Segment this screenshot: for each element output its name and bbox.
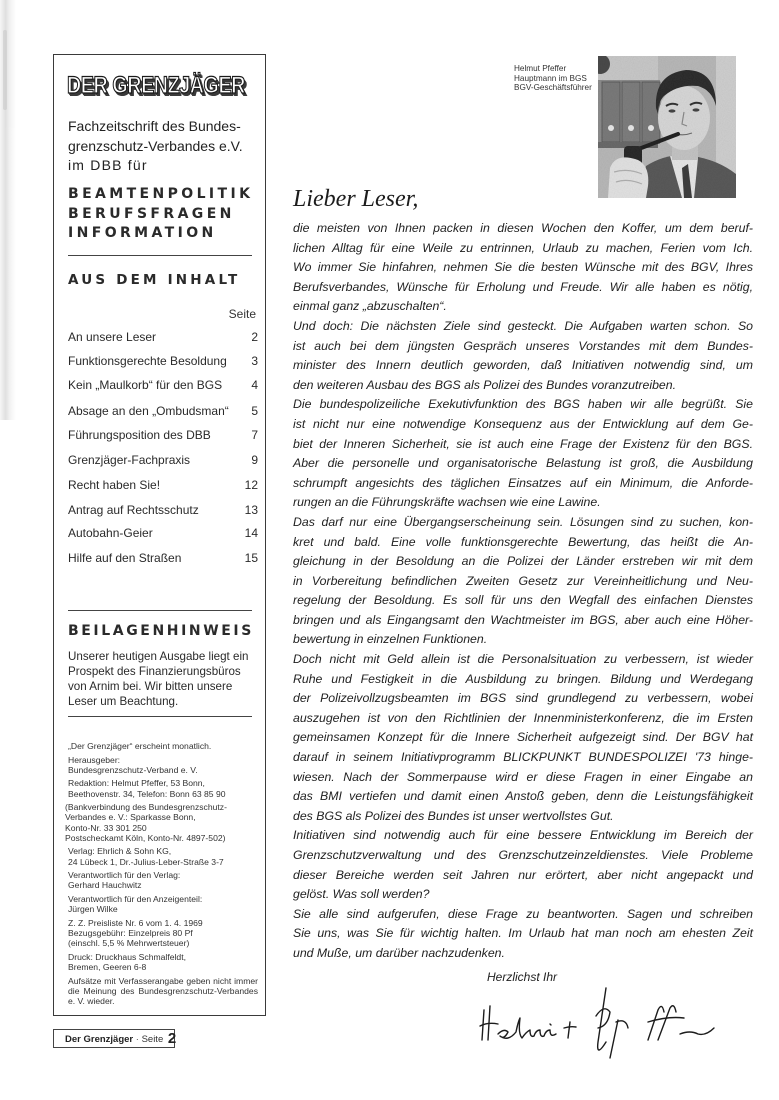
imprint-press: Verlag: Ehrlich & Sohn KG, [68,846,172,857]
toc-item-page: 9 [251,453,258,467]
letter-line: bringen und als Eingangsamt den Wachtmeister im BGS, aber auch eine Höher- [293,612,753,627]
masthead-logo [67,72,253,100]
imprint-print: Druck: Druckhaus Schmalfeldt, [68,951,186,962]
toc-item-page: 15 [244,551,258,565]
imprint [65,741,258,1010]
tagline-line: im DBB für [68,157,148,173]
imprint-print: Bremen, Geeren 6-8 [68,961,147,972]
topic-item: BERUFSFRAGEN [68,205,235,222]
imprint-publisher-label: Herausgeber: [68,754,121,765]
letter-line: die meisten von Ihnen packen in diesen Wochen den Koffer, um dem beruf- [293,221,753,235]
letter-line: Aber die personelle und organisatorische Belastung ist groß, die Ausbildung [293,456,753,471]
letter-line: Grenzschutzverwaltung und des Grenzschutzeinzeldienstes. Viele Probleme [293,848,753,862]
toc-item[interactable] [68,478,258,494]
footer-page-number: 2 [167,1030,177,1047]
letter-line: biet der Inneren Sicherheit, sie ist auch eine Frage der Existenz für den BGS. [293,436,753,451]
footer-page-word: Seite [141,1034,164,1045]
toc-item-title: Kein „Maulkorb“ für den BGS [68,378,223,392]
letter-line: das BMI vertiefen und damit einen Anstoß geben, denn die Leistungsfähigkeit [293,789,753,804]
toc-item-title: Führungsposition des DBB [68,428,211,442]
imprint-frequency: „Der Grenzjäger“ erscheint monatlich. [68,741,212,751]
imprint-bank: (Bankverbindung des Bundesgrenzschutz- [65,802,227,813]
toc-item[interactable] [68,404,258,420]
letter-body [293,219,753,964]
letter-line: darauf in seinem Initiativprogramm BLICKPUNKT BUNDESPOLIZEI '73 hinge- [293,750,753,765]
divider [68,716,252,717]
toc-item-page: 2 [251,330,258,344]
letter-line: Die bundespolizeiliche Exekutivfunktion des BGS haben wir alle begrüßt. Sie [293,397,753,412]
letter-salutation: Lieber Leser, [293,186,419,212]
portrait-illustration-icon [598,56,736,198]
imprint-resp-ads-label: Verantwortlich für den Anzeigenteil: [68,893,203,904]
topic-item: INFORMATION [68,225,217,241]
letter-line: und Muße, um darüber nachzudenken. [293,945,505,960]
letter-line: den weiteren Ausbau des BGS als Polizei des Bundes voranzutreiben. [293,377,677,392]
letter-line: minister des Innern deutlich geworden, daß Initiativen notwendig sind, um [293,358,753,373]
insert-notice-line: Prospekt des Finanzierungsbüros [68,665,241,678]
letter-line: wiesen. Nach der Sommerpause wird er diese Fragen in einer Eingabe an [293,769,753,784]
letter-line: Berufsverbandes, Wünsche für Erholung und Freude. Wir alle haben es nötig, [293,279,753,294]
letter-line: dieser Bereiche werden seit Jahren nur erörtert, aber nicht angepackt und [293,867,753,882]
toc-item[interactable] [68,428,258,444]
imprint-bank: Postscheckamt Köln, Konto-Nr. 4897-502) [65,832,226,843]
toc-item[interactable] [68,453,258,469]
letter-line: des BGS als Polizei des Bundes ist unser wertvollstes Gut. [293,808,614,823]
letter-line: Sie alle sind aufgerufen, diese Frage zu beantworten. Sagen und schreiben [293,906,753,921]
letter-line: der Polizeivollzugsbeamten im BGS sind grundlegend zu verbessern, wobei [293,691,753,706]
imprint-price: (einschl. 5,5 % Mehrwertsteuer) [68,938,190,949]
letter-line: Doch nicht mit Geld allein ist die Personalsituation zu verbessern, ist wieder [293,652,753,667]
toc-item[interactable] [68,503,258,519]
imprint-resp-publisher: Gerhard Hauchwitz [68,880,142,891]
toc-item-page: 14 [244,526,258,540]
letter-line: Wo immer Sie hinfahren, nehmen Sie die besten Wünsche mit des BGV, Ihres [293,260,753,275]
masthead-title: DER GRENZJÄGER [67,72,245,99]
letter-line: schrumpft angesichts des täglichen Einsatzes auf ein Minimum, die Anforde- [293,475,753,490]
letter-line: Das darf nur eine Übergangserscheinung sein. Lösungen sind zu suchen, kon- [293,514,753,529]
author-portrait-photo [598,56,736,198]
topic-item: BEAMTENPOLITIK [68,186,254,202]
insert-notice-heading: BEILAGENHINWEIS [68,623,254,639]
toc-item-title: Hilfe auf den Straßen [68,551,182,565]
toc-item-title: Antrag auf Rechtsschutz [68,503,199,517]
insert-notice-line: Unserer heutigen Ausgabe liegt ein [68,650,249,663]
letter-line: ist nicht nur eine notwendige Konsequenz aus der Entwicklung auf dem Ge- [293,416,753,431]
signature-icon [478,982,778,1062]
insert-notice-line: Leser um Beachtung. [68,695,179,708]
toc-item-page: 12 [244,478,258,492]
sidebar-box [53,54,266,1016]
imprint-publisher: Bundesgrenzschutz-Verband e. V. [68,764,198,775]
publication-tagline [68,117,258,176]
letter-line: Ruhe und Festigkeit in die Ausbildung zu bringen. Bildung und Werdegang [293,671,753,686]
toc-item[interactable] [68,354,258,370]
topic-list [68,185,264,244]
letter-line: lichen Alltag für eine Weile zu entrinnen, Urlaub zu machen, Ferien vom Ich. [293,240,753,255]
toc-item[interactable] [68,378,258,394]
toc-item-title: Absage an den „Ombudsman“ [68,404,229,418]
toc-item-title: Grenzjäger-Fachpraxis [68,453,191,467]
toc-item[interactable] [68,551,258,567]
toc-item-page: 3 [251,354,258,368]
page-footer-tab [53,1029,175,1048]
imprint-bank: Konto-Nr. 33 301 250 [65,822,147,833]
imprint-press: 24 Lübeck 1, Dr.-Julius-Leber-Straße 3-7 [68,856,224,867]
toc-item-page: 13 [244,503,258,517]
letter-closing: Herzlichst Ihr [487,970,558,984]
imprint-price: Bezugsgebühr: Einzelpreis 80 Pf [68,927,193,938]
imprint-resp-ads: Jürgen Wilke [68,904,118,915]
footer-publication: Der Grenzjäger [65,1034,134,1045]
letter-line: Initiativen sind notwendig auch für eine bessere Entwicklung im Bereich der [293,828,753,843]
letter-line: Sie uns, was Sie für wichtig halten. Im Urlaub hat man noch am ehesten Zeit [293,926,753,941]
contents-heading: AUS DEM INHALT [68,272,241,288]
tagline-line: Fachzeitschrift des Bundes- [68,118,241,134]
toc-item[interactable] [68,330,258,346]
letter-line: gleichung in der Besoldung an die Polizei der Länder erstreben wir mit dem [293,554,753,569]
letter-line: bewertung in einzelnen Funktionen. [293,632,488,647]
letter-line: einmal ganz „abzuschalten“. [293,299,447,314]
tagline-line: grenzschutz-Verbandes e.V. [68,137,243,154]
toc-item-title: Funktionsgerechte Besoldung [68,354,227,368]
letter-line: gelöst. Was soll werden? [293,887,430,902]
toc-item-title: Autobahn-Geier [68,526,153,540]
letter-line: kret und bald. Eine volle funktionsgerechte Bewertung, das heißt die An- [293,534,753,549]
caption-line: Helmut Pfeffer [514,64,567,73]
insert-notice-text [68,649,260,709]
imprint-editorial: Beethovenstr. 34, Telefon: Bonn 63 85 90 [68,788,226,799]
insert-notice-line: von Arnim bei. Wir bitten unsere [68,680,233,693]
imprint-disclaimer: Aufsätze mit Verfasserangabe geben nicht immer die Meinung des Bundesgrenzschutz-Verbandes e. V. wieder. [68,975,258,1006]
toc-item-title: An unsere Leser [68,330,157,344]
imprint-bank: Verbandes e. V.: Sparkasse Bonn, [65,812,196,823]
photo-caption [514,64,602,93]
contents-page-column-label: Seite [228,307,256,321]
toc-item-page: 7 [251,428,258,442]
letter-line: ist auch bei dem jüngsten Gespräch unseres Vorstandes mit dem Bundes- [293,338,753,353]
letter-line: gemeinsamen Konzept für die Innere Sicherheit aufgezeigt sind. Der BGV hat [293,730,753,745]
handwritten-signature [478,982,778,1062]
divider [68,610,252,611]
divider [68,255,252,256]
toc-item[interactable] [68,526,258,542]
footer-separator: · [135,1034,139,1045]
toc-item-title: Recht haben Sie! [68,478,161,492]
letter-line: regelung der Besoldung. Es soll für uns den Wegfall des einfachen Dienstes [293,593,753,608]
caption-line: Hauptmann im BGS [514,73,587,83]
caption-line: BGV-Geschäftsführer [514,83,592,93]
letter-line: auszugehen ist von den Richtlinien der Innenministerkonferenz, die im Ersten [293,710,753,725]
imprint-editorial: Redaktion: Helmut Pfeffer, 53 Bonn, [68,778,205,789]
letter-line: rungen an die Führungskräfte wachsen wie eine Lawine. [293,495,601,510]
imprint-resp-publisher-label: Verantwortlich für den Verlag: [68,870,181,881]
imprint-price: Z. Z. Preisliste Nr. 6 vom 1. 4. 1969 [68,917,203,928]
toc-item-page: 5 [251,404,258,418]
toc-item-page: 4 [251,378,258,392]
letter-line: Und doch: Die nächsten Ziele sind gesteckt. Die Aufgaben warten schon. So [293,318,753,333]
page-binding-edge [0,0,16,420]
letter-line: in Vorbereitung befindlichen Zweiten Gesetz zur Vereinheitlichung und Neu- [293,573,753,588]
